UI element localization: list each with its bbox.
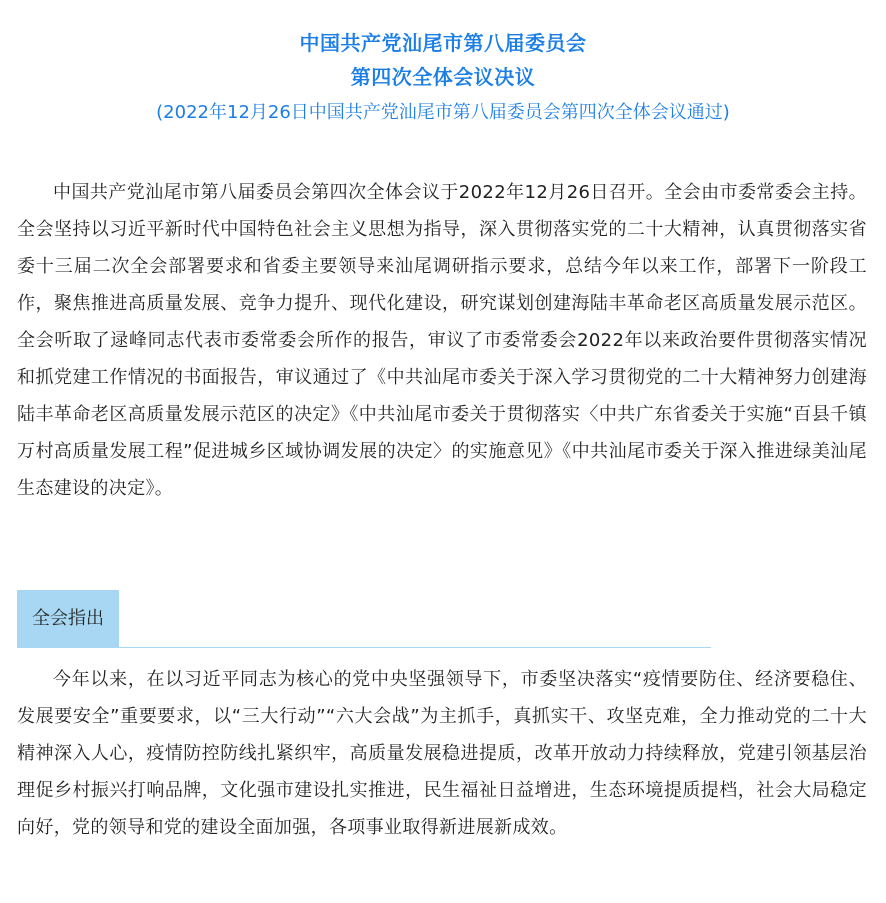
paragraph-1: 中国共产党汕尾市第八届委员会第四次全体会议于2022年12月26日召开。全会由市委常委会主持。全会坚持以习近平新时代中国特色社会主义思想为指导，深入贯彻落实党的二十大精神，认真贯彻落实省委十三届二次全会部署要求和省委主要领导来汕尾调研指示要求，总结今年以来工作，部署下一阶段工作，聚焦推进高质量发展、竞争力提升、现代化建设，研究谋划创建海陆丰革命老区高质量发展示范区。全会听取了逯峰同志代表市委常委会所作的报告，审议了市委常委会2022年以来政治要件贯彻落实情况和抓党建工作情况的书面报告，审议通过了《中共汕尾市委关于深入学习贯彻党的二十大精神努力创建海陆丰革命老区高质量发展示范区的决定》《中共汕尾市委关于贯彻落实〈中共广东省委关于实施“百县千镇万村高质量发展工程”促进城乡区域协调发展的决定〉的实施意见》《中共汕尾市委关于深入推进绿美汕尾生态建设的决定》。	[17, 182, 867, 499]
title-block	[0, 26, 886, 130]
section-divider	[17, 647, 711, 648]
section-label: 全会指出	[17, 590, 119, 648]
title-line-2: 第四次全体会议决议	[350, 65, 536, 89]
subtitle: (2022年12月26日中国共产党汕尾市第八届委员会第四次全体会议通过)	[156, 102, 730, 123]
section-header	[17, 590, 711, 648]
title-line-1: 中国共产党汕尾市第八届委员会	[299, 31, 587, 55]
paragraph-2: 今年以来，在以习近平同志为核心的党中央坚强领导下，市委坚决落实“疫情要防住、经济要稳住、发展要安全”重要要求，以“三大行动”“六大会战”为主抓手，真抓实干、攻坚克难，全力推动党的二十大精神深入人心，疫情防控防线扎紧织牢，高质量发展稳进提质，改革开放动力持续释放，党建引领基层治理促乡村振兴打响品牌，文化强市建设扎实推进，民生福祉日益增进，生态环境提质提档，社会大局稳定向好，党的领导和党的建设全面加强，各项事业取得新进展新成效。	[17, 669, 867, 838]
